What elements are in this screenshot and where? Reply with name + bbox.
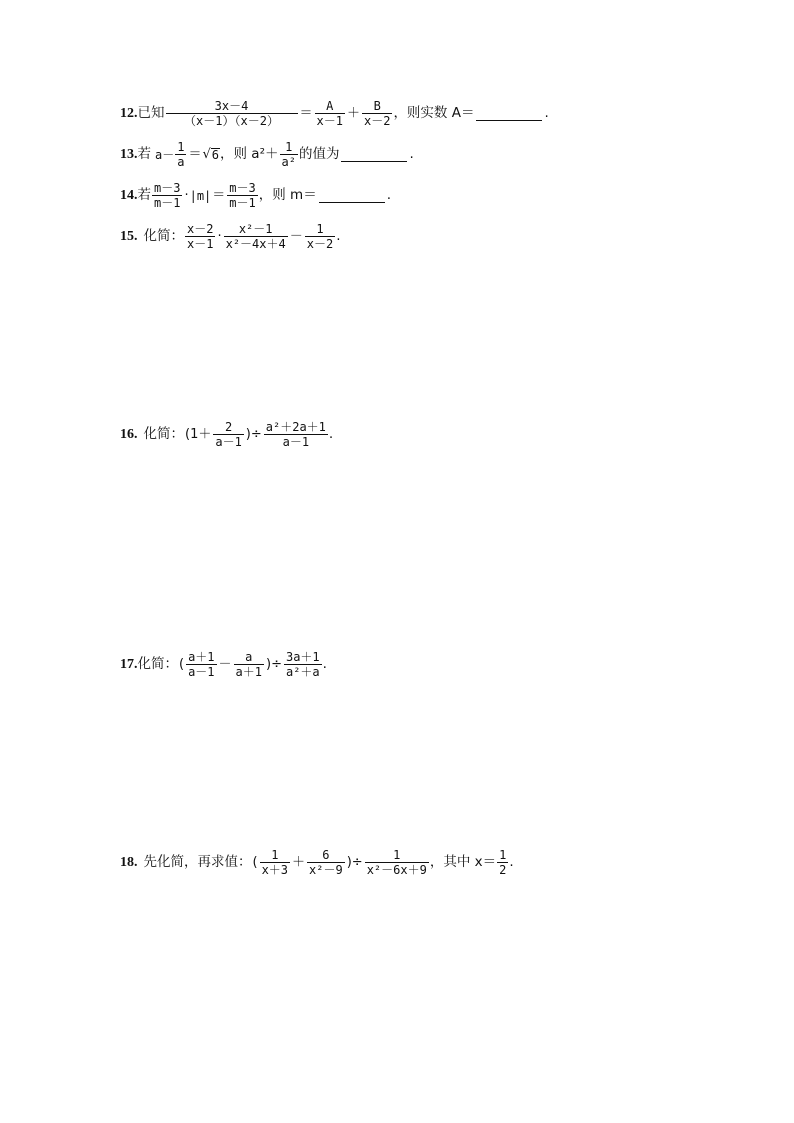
absolute-value: |m| [189, 188, 212, 203]
fraction-denominator: x²－9 [309, 863, 343, 877]
fraction-numerator: B [373, 99, 381, 113]
fraction-denominator: a－1 [215, 435, 242, 449]
fraction-numerator: 1 [285, 140, 293, 154]
plus-sign: ＋ [346, 106, 360, 121]
fraction-denominator: a－1 [282, 435, 310, 449]
period: . [509, 853, 514, 870]
fraction [185, 222, 215, 251]
problem-intro: 化简： [137, 655, 178, 672]
fraction [152, 181, 182, 210]
period: . [328, 425, 334, 442]
problem-tail: 的值为 [298, 145, 340, 162]
problem-number: 16. [120, 426, 138, 442]
fraction-denominator: x²－4x＋4 [225, 237, 286, 251]
fraction-numerator: 1 [316, 222, 324, 236]
problem-intro: 若 [137, 145, 151, 162]
fraction-denominator: 2 [499, 863, 507, 877]
fraction [175, 140, 186, 169]
fraction-denominator: a [177, 155, 185, 169]
problem-intro: 已知 [137, 104, 165, 121]
period: . [544, 104, 549, 121]
problem-number: 15. [120, 228, 138, 244]
fraction [315, 99, 345, 128]
fraction-denominator: x²－6x＋9 [366, 863, 427, 877]
period: . [322, 655, 327, 672]
answer-blank[interactable] [476, 106, 542, 121]
fraction [186, 650, 216, 679]
fraction [234, 650, 264, 679]
fraction-denominator: a²＋a [285, 665, 320, 679]
square-root [202, 148, 220, 161]
problem-tail: ，则 m＝ [258, 186, 317, 203]
problem-middle: ，则 a²＋ [220, 145, 279, 162]
fraction-numerator: x－2 [187, 222, 214, 236]
fraction [264, 420, 328, 449]
problem-14 [120, 181, 391, 210]
fraction [280, 140, 298, 169]
fraction-numerator: x²－1 [238, 222, 273, 236]
problem-16 [120, 420, 333, 449]
problem-15 [120, 222, 340, 251]
problem-18 [120, 848, 514, 877]
fraction-numerator: a [245, 650, 253, 664]
fraction-denominator: （x－1）（x－2） [184, 114, 279, 128]
multiply-dot: · [217, 229, 222, 244]
problem-12 [120, 99, 549, 128]
answer-blank[interactable] [341, 147, 407, 162]
problem-tail: ，则实数 A＝ [393, 104, 475, 121]
fraction [305, 222, 335, 251]
close-paren-divide: )÷ [266, 657, 282, 672]
problem-number: 14. [120, 187, 138, 203]
multiply-dot: · [184, 188, 189, 203]
fraction-denominator: a－1 [188, 665, 215, 679]
radicand: 6 [211, 148, 220, 162]
problem-intro: 先化简，再求值： [143, 853, 252, 870]
fraction [213, 420, 243, 449]
answer-blank[interactable] [319, 188, 385, 203]
fraction [227, 181, 257, 210]
equals-sign: ＝ [299, 106, 313, 121]
problem-intro: 若 [137, 186, 151, 203]
problem-13 [120, 140, 414, 169]
open-paren: ( [252, 855, 258, 870]
minus-sign: － [218, 657, 232, 672]
period: . [336, 227, 341, 244]
fraction [497, 848, 508, 877]
open-paren: ( [179, 657, 185, 672]
problem-intro: 化简： [143, 425, 184, 442]
fraction-numerator: 2 [224, 420, 233, 434]
equals-sign: ＝ [212, 188, 226, 203]
fraction-denominator: x－1 [316, 114, 343, 128]
fraction-denominator: m－1 [229, 196, 256, 210]
fraction-numerator: m－3 [154, 181, 181, 195]
fraction-numerator: 6 [322, 848, 330, 862]
problem-tail: ，其中 x＝ [429, 853, 497, 870]
fraction-denominator: a＋1 [235, 665, 262, 679]
radical-sign: √ [202, 147, 211, 162]
open-paren: (1＋ [185, 427, 212, 442]
problem-17 [120, 650, 327, 679]
fraction-denominator: m－1 [154, 196, 181, 210]
fraction-numerator: 3a＋1 [285, 650, 320, 664]
fraction-numerator: m－3 [229, 181, 256, 195]
minus-sign: － [289, 229, 303, 244]
fraction-denominator: a² [281, 155, 296, 169]
problem-number: 13. [120, 146, 138, 162]
fraction [307, 848, 345, 877]
problem-number: 18. [120, 854, 138, 870]
close-paren-divide: )÷ [245, 427, 262, 442]
fraction [224, 222, 288, 251]
problem-intro: 化简： [143, 227, 184, 244]
fraction-denominator: x－1 [187, 237, 214, 251]
fraction [166, 99, 298, 128]
fraction-numerator: a²＋2a＋1 [265, 420, 326, 434]
fraction-denominator: x＋3 [261, 863, 289, 877]
problem-number: 17. [120, 656, 138, 672]
fraction-denominator: x－2 [306, 237, 334, 251]
fraction-numerator: 1 [393, 848, 401, 862]
period: . [409, 145, 414, 162]
fraction-numerator: 1 [499, 848, 507, 862]
fraction [362, 99, 392, 128]
fraction-numerator: 1 [271, 848, 279, 862]
math-term: a－ [155, 147, 175, 162]
close-paren-divide: )÷ [346, 855, 363, 870]
fraction-numerator: A [326, 99, 334, 113]
fraction [260, 848, 290, 877]
problem-number: 12. [120, 105, 138, 121]
fraction-numerator: 1 [177, 140, 185, 154]
fraction [365, 848, 429, 877]
equals-sign: ＝ [188, 147, 202, 162]
fraction-denominator: x－2 [363, 114, 391, 128]
plus-sign: ＋ [292, 855, 306, 870]
fraction-numerator: 3x－4 [214, 99, 249, 113]
period: . [386, 186, 391, 203]
fraction-numerator: a＋1 [188, 650, 215, 664]
fraction [284, 650, 322, 679]
